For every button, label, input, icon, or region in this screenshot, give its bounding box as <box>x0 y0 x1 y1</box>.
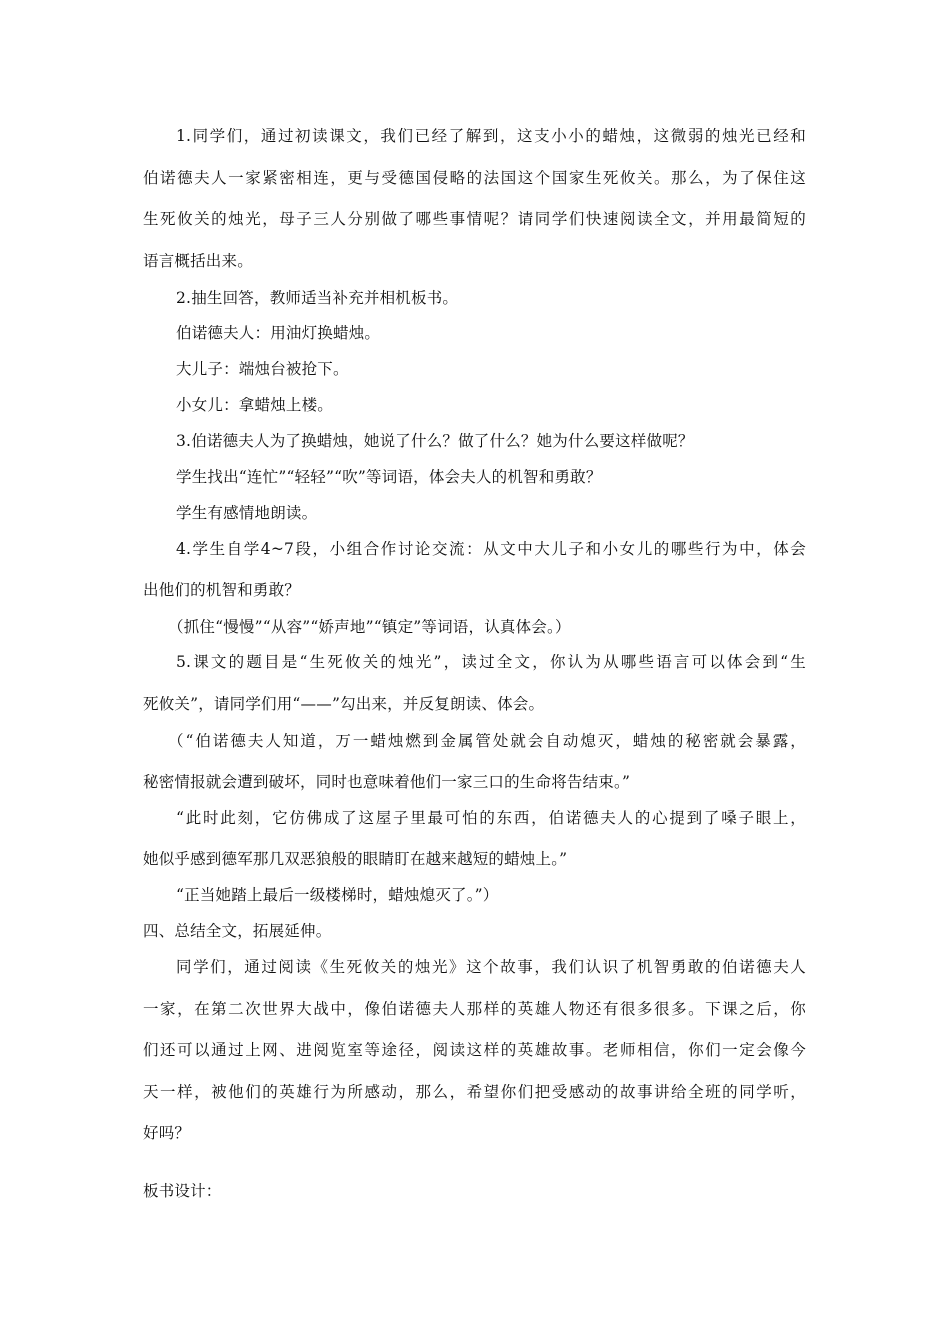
text-line-content: 学生有感情地朗读。 <box>176 504 318 522</box>
text-line <box>0 580 950 600</box>
text-line-content: 语言概括出来。 <box>143 252 253 270</box>
text-line <box>0 652 950 672</box>
text-line <box>0 288 950 308</box>
text-line <box>0 395 950 415</box>
text-line <box>0 772 950 792</box>
text-line <box>0 731 950 751</box>
text-line-content: 四、总结全文，拓展延伸。 <box>143 922 332 940</box>
text-line <box>0 885 950 905</box>
text-line <box>0 957 950 977</box>
text-line-content: 同学们，通过阅读《生死攸关的烛光》这个故事，我们认识了机智勇敢的伯诺德夫人 <box>176 958 806 976</box>
text-line-content: （抓住“慢慢”“从容”“娇声地”“镇定”等词语，认真体会。） <box>168 618 571 636</box>
text-line-content: 生死攸关的烛光，母子三人分别做了哪些事情呢？请同学们快速阅读全文，并用最简短的 <box>143 210 806 228</box>
text-line <box>0 849 950 869</box>
text-line-content: 1.同学们，通过初读课文，我们已经了解到，这支小小的蜡烛，这微弱的烛光已经和 <box>176 127 806 145</box>
text-line <box>0 503 950 523</box>
text-line-content: （“伯诺德夫人知道，万一蜡烛燃到金属管处就会自动熄灭，蜡烛的秘密就会暴露， <box>168 732 806 750</box>
text-line <box>0 1181 950 1201</box>
text-line-content: 小女儿：拿蜡烛上楼。 <box>176 396 334 414</box>
text-line <box>0 359 950 379</box>
text-line-content: 2.抽生回答，教师适当补充并相机板书。 <box>176 289 459 307</box>
text-line-content: 伯诺德夫人：用油灯换蜡烛。 <box>176 324 381 342</box>
text-line-content: 一家，在第二次世界大战中，像伯诺德夫人那样的英雄人物还有很多很多。下课之后，你 <box>143 1000 806 1018</box>
text-line-content: 秘密情报就会遭到破坏，同时也意味着他们一家三口的生命将告结束。” <box>143 773 631 791</box>
text-line-content: 死攸关”，请同学们用“——”勾出来，并反复朗读、体会。 <box>143 695 545 713</box>
text-line <box>0 467 950 487</box>
text-line-content: 学生找出“连忙”“轻轻”“吹”等词语，体会夫人的机智和勇敢？ <box>176 468 602 486</box>
text-line-content: 们还可以通过上网、进阅览室等途径，阅读这样的英雄故事。老师相信，你们一定会像今 <box>143 1041 806 1059</box>
text-line <box>0 539 950 559</box>
text-line <box>0 1040 950 1060</box>
text-line <box>0 251 950 271</box>
text-line-content: 4.学生自学4~7段，小组合作讨论交流：从文中大儿子和小女儿的哪些行为中，体会 <box>176 540 806 558</box>
text-line <box>0 1123 950 1143</box>
text-line-content: 伯诺德夫人一家紧密相连，更与受德国侵略的法国这个国家生死攸关。那么，为了保住这 <box>143 169 806 187</box>
text-line-content: 她似乎感到德军那几双恶狼般的眼睛盯在越来越短的蜡烛上。” <box>143 850 568 868</box>
text-line-content: 板书设计： <box>143 1182 222 1200</box>
text-line <box>0 209 950 229</box>
text-line-content: 大儿子：端烛台被抢下。 <box>176 360 349 378</box>
text-line-content: 3.伯诺德夫人为了换蜡烛，她说了什么？做了什么？她为什么要这样做呢？ <box>176 432 694 450</box>
text-line <box>0 921 950 941</box>
text-line <box>0 126 950 146</box>
text-line <box>0 617 950 637</box>
text-line-content: 好吗？ <box>143 1124 191 1142</box>
text-line <box>0 431 950 451</box>
text-line <box>0 999 950 1019</box>
text-line <box>0 1082 950 1102</box>
text-line-content: 5.课文的题目是“生死攸关的烛光”，读过全文，你认为从哪些语言可以体会到“生 <box>176 653 806 671</box>
text-line <box>0 323 950 343</box>
text-line-content: “正当她踏上最后一级楼梯时，蜡烛熄灭了。”） <box>176 886 499 904</box>
text-line <box>0 168 950 188</box>
text-line-content: 天一样，被他们的英雄行为所感动，那么，希望你们把受感动的故事讲给全班的同学听， <box>143 1083 806 1101</box>
text-line-content: 出他们的机智和勇敢？ <box>143 581 301 599</box>
text-line <box>0 808 950 828</box>
text-line <box>0 694 950 714</box>
text-line-content: “此时此刻，它仿佛成了这屋子里最可怕的东西，伯诺德夫人的心提到了嗓子眼上， <box>176 809 806 827</box>
